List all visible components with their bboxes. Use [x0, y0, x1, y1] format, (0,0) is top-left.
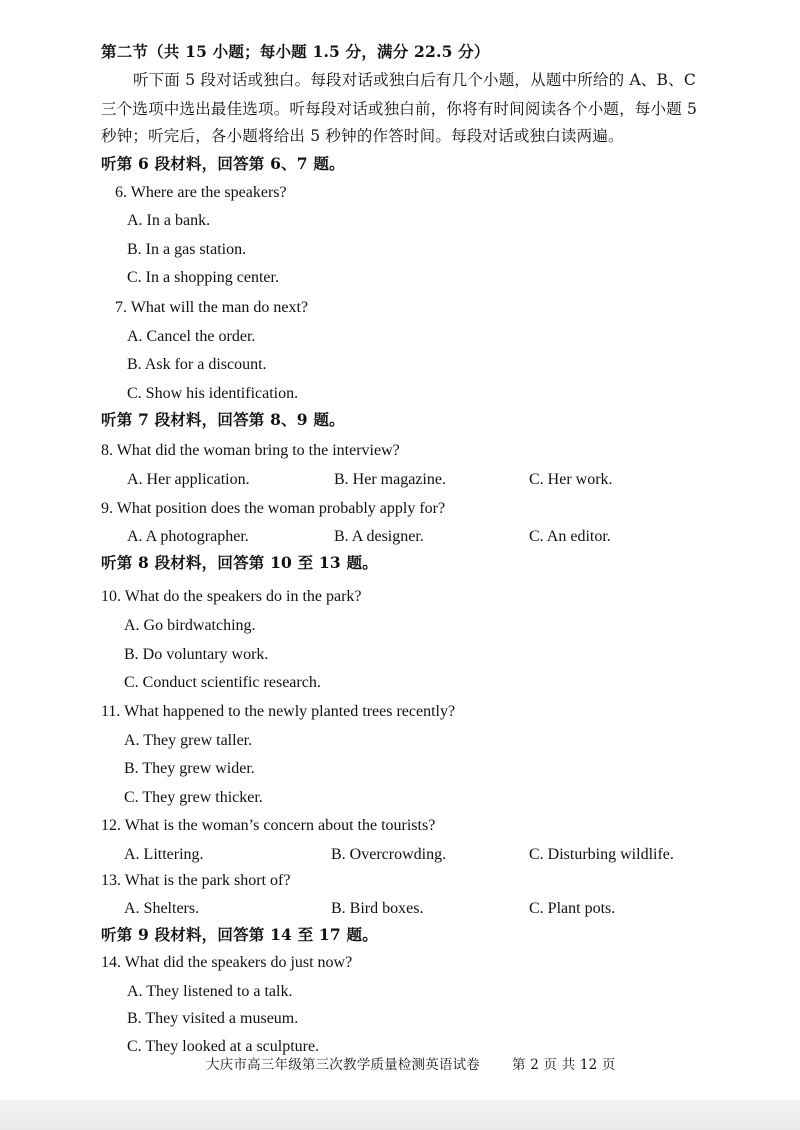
question-stem: 12. What is the woman’s concern about the tourists? [101, 817, 436, 834]
option-c: C. In a shopping center. [127, 269, 279, 286]
option-a: A. A photographer. [127, 528, 249, 545]
section-heading: 第二节（共 15 小题；每小题 1.5 分，满分 22.5 分） [101, 42, 490, 61]
option-c: C. They grew thicker. [124, 789, 263, 806]
option-a: A. Cancel the order. [127, 328, 256, 345]
option-c: C. Conduct scientific research. [124, 674, 321, 691]
option-a: A. In a bank. [127, 212, 211, 229]
group-heading-6: 听第 6 段材料，回答第 6、7 题。 [101, 154, 345, 173]
option-a: A. Her application. [127, 471, 250, 488]
question-stem: 10. What do the speakers do in the park? [101, 588, 362, 605]
option-b: B. Her magazine. [334, 471, 446, 488]
option-a: A. They listened to a talk. [127, 983, 293, 1000]
instruction-line-2: 三个选项中选出最佳选项。听每段对话或独白前，你将有时间阅读各个小题，每小题 5 [101, 100, 698, 118]
option-c: C. Disturbing wildlife. [529, 846, 674, 863]
option-a: A. Go birdwatching. [124, 617, 256, 634]
option-b: B. Overcrowding. [331, 846, 447, 863]
option-c: C. An editor. [529, 528, 611, 545]
option-c: C. Show his identification. [127, 385, 299, 402]
option-c: C. Her work. [529, 471, 613, 488]
option-a: A. Littering. [124, 846, 204, 863]
question-stem: 6. Where are the speakers? [115, 184, 287, 201]
option-a: A. Shelters. [124, 900, 200, 917]
group-heading-9: 听第 9 段材料，回答第 14 至 17 题。 [101, 925, 378, 944]
option-b: B. Do voluntary work. [124, 646, 269, 663]
option-b: B. Ask for a discount. [127, 356, 267, 373]
footer-exam-title: 大庆市高三年级第三次教学质量检测英语试卷 [206, 1057, 480, 1073]
group-heading-7: 听第 7 段材料，回答第 8、9 题。 [101, 410, 345, 429]
option-b: B. In a gas station. [127, 241, 247, 258]
question-stem: 11. What happened to the newly planted trees recently? [101, 703, 456, 720]
question-stem: 13. What is the park short of? [101, 872, 291, 889]
question-stem: 8. What did the woman bring to the interview? [101, 442, 400, 459]
question-stem: 7. What will the man do next? [115, 299, 308, 316]
option-c: C. They looked at a sculpture. [127, 1038, 320, 1055]
option-b: B. A designer. [334, 528, 424, 545]
question-stem: 9. What position does the woman probably apply for? [101, 500, 446, 517]
option-c: C. Plant pots. [529, 900, 616, 917]
option-a: A. They grew taller. [124, 732, 253, 749]
option-b: B. Bird boxes. [331, 900, 424, 917]
instruction-line-1: 听下面 5 段对话或独白。每段对话或独白后有几个小题，从题中所给的 A、B、C [133, 71, 696, 89]
option-b: B. They visited a museum. [127, 1010, 299, 1027]
option-b: B. They grew wider. [124, 760, 255, 777]
scan-bottom-edge [0, 1100, 800, 1130]
group-heading-8: 听第 8 段材料，回答第 10 至 13 题。 [101, 553, 378, 572]
instruction-line-3: 秒钟；听完后，各小题将给出 5 秒钟的作答时间。每段对话或独白读两遍。 [101, 127, 624, 145]
footer-page-info: 第 2 页 共 12 页 [512, 1057, 616, 1073]
question-stem: 14. What did the speakers do just now? [101, 954, 353, 971]
